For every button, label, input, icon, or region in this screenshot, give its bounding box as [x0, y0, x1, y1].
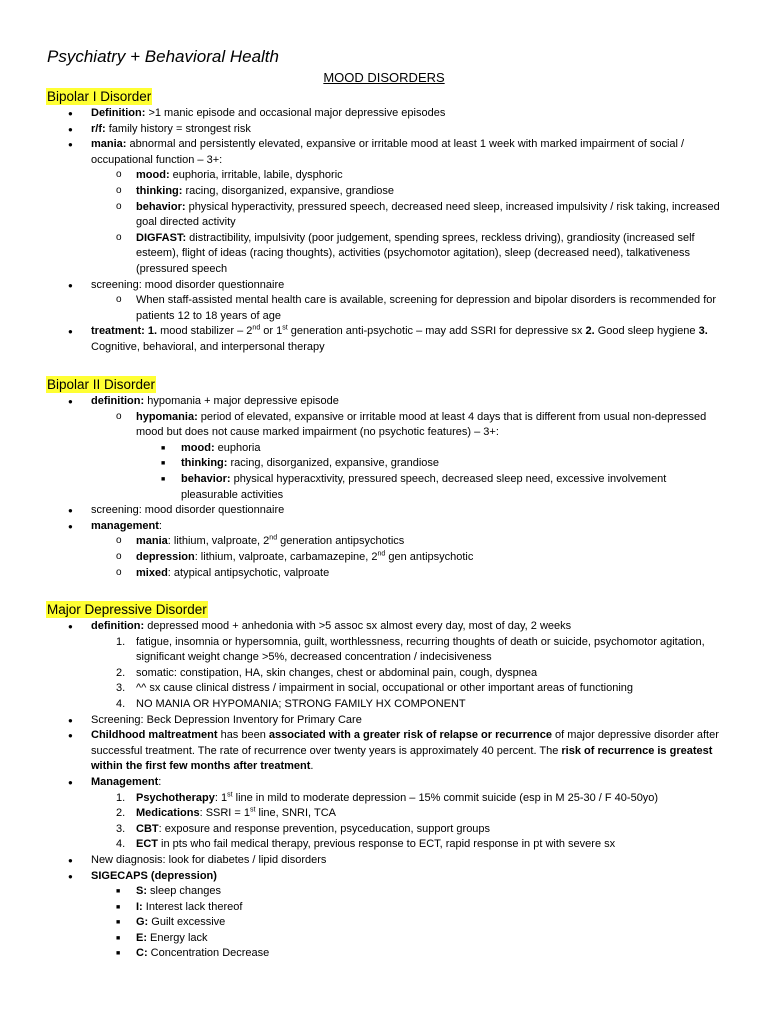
list-item: o mania: lithium, valproate, 2nd generation antipsychotics [91, 534, 726, 550]
list-item: ● New diagnosis: look for diabetes / lipid disorders [46, 853, 726, 869]
list-item: ■ C: Concentration Decrease [91, 946, 726, 962]
list-item: ■ thinking: racing, disorganized, expansive, grandiose [136, 456, 726, 472]
list-item: ● screening: mood disorder questionnaire o When staff-assisted mental health care is available, screening for depression and bipolar disorders is recommended for patients 12 to 18 years of age [46, 278, 726, 325]
section-main-heading: MOOD DISORDERS [323, 70, 445, 85]
list-item: ■ G: Guilt excessive [91, 915, 726, 931]
list-item: o thinking: racing, disorganized, expansive, grandiose [91, 184, 726, 200]
list-item: ■ mood: euphoria [136, 441, 726, 457]
list-item: 1. fatigue, insomnia or hypersomnia, guilt, worthlessness, recurring thoughts of death or suicide, psychomotor agitation, significant weight change >5%, decreased concentration / indecisiveness [116, 635, 705, 664]
mdd-heading: Major Depressive Disorder [47, 602, 207, 617]
list-item: ● Screening: Beck Depression Inventory for Primary Care [46, 713, 726, 729]
list-item: o mixed: atypical antipsychotic, valproate [91, 566, 726, 582]
list-item: o depression: lithium, valproate, carbamazepine, 2nd gen antipsychotic [91, 550, 726, 566]
bipolar-2-heading: Bipolar II Disorder [47, 377, 156, 392]
list-item: o When staff-assisted mental health care is available, screening for depression and bipolar disorders is recommended for patients 12 to 18 years of age [91, 293, 726, 324]
list-item: ● definition: hypomania + major depressive episode o hypomania: period of elevated, expansive or irritable mood at least 4 days that is different from usual non-depressed mood but does not cause marked impairment (no psychotic features) – 3+: ■ mood: euphoria ■ thinking: racing, disorganized, expansive, grandiose ■ behavior: physical hyperacxtivity, pressured speech, decreased sleep need, excessive involvement pleasurable activities [46, 394, 726, 503]
list-item: o mood: euphoria, irritable, labile, dysphoric [91, 168, 726, 184]
list-item: 2. somatic: constipation, HA, skin changes, chest or abdominal pain, cough, dyspnea [116, 666, 538, 679]
list-item: 1. Psychotherapy: 1st line in mild to moderate depression – 15% commit suicide (esp in M 25-30 / F 40-50yo) [116, 790, 659, 804]
mdd-section [46, 601, 726, 962]
list-item: ● definition: depressed mood + anhedonia with >5 assoc sx almost every day, most of day, 2 weeks 1. fatigue, insomnia or hypersomnia, guilt, worthlessness, recurring thoughts of death or suicide, psychomotor agitation, significant weight change >5%, decreased concentration / indecisiveness 2. somatic: constipation, HA, skin changes, chest or abdominal pain, cough, dyspnea 3. ^^ sx cause clinical distress / impairment in social, occupational or other important areas of functioning 4. NO MANIA OR HYPOMANIA; STRONG FAMILY HX COMPONENT [46, 619, 726, 713]
bipolar-2-section [46, 376, 726, 581]
list-item: ● r/f: family history = strongest risk [46, 122, 726, 138]
bipolar-1-heading: Bipolar I Disorder [47, 89, 152, 104]
list-item: o DIGFAST: distractibility, impulsivity (poor judgement, spending sprees, reckless driving), grandiosity (increased self esteem), flight of ideas (racing thoughts), activities (psychomotor agitation), sleep (decreased need), talkativeness (pressured speech [91, 231, 726, 278]
list-item: ● screening: mood disorder questionnaire [46, 503, 726, 519]
list-item: 3. ^^ sx cause clinical distress / impairment in social, occupational or other important areas of functioning [116, 682, 633, 695]
list-item: ● mania: abnormal and persistently elevated, expansive or irritable mood at least 1 week with marked impairment of social / occupational function – 3+: o mood: euphoria, irritable, labile, dysphoric o thinking: racing, disorganized, expansive, grandiose o behavior: physical hyperactivity, pressured speech, decreased need sleep, increased impulsivity / risk taking, increased goal directed activity o DIGFAST: distractibility, impulsivity (poor judgement, spending sprees, reckless driving), grandiosity (increased self esteem), flight of ideas (racing thoughts), activities (psychomotor agitation), sleep (decreased need), talkativeness (pressured speech [46, 137, 726, 277]
list-item: ● Definition: >1 manic episode and occasional major depressive episodes [46, 106, 726, 122]
list-item: ● Childhood maltreatment has been associated with a greater risk of relapse or recurrence of major depressive disorder after successful treatment. The rate of recurrence over twenty years is approximately 40 percent. The risk of recurrence is greatest within the first few months after treatment. [46, 728, 726, 775]
bipolar-1-list [46, 106, 726, 356]
list-item: 2. Medications: SSRI = 1st line, SNRI, TCA [116, 806, 336, 820]
list-item: o hypomania: period of elevated, expansive or irritable mood at least 4 days that is different from usual non-depressed mood but does not cause marked impairment (no psychotic features) – 3+: ■ mood: euphoria ■ thinking: racing, disorganized, expansive, grandiose ■ behavior: physical hyperacxtivity, pressured speech, decreased sleep need, excessive involvement pleasurable activities [91, 410, 726, 504]
list-item: ● Management: 1. Psychotherapy: 1st line in mild to moderate depression – 15% commit suicide (esp in M 25-30 / F 40-50yo) 2. Medications: SSRI = 1st line, SNRI, TCA 3. CBT: exposure and response prevention, psyceducation, support groups 4. ECT in pts who fail medical therapy, previous response to ECT, rapid response in pt with severe sx [46, 775, 726, 853]
list-item: ■ S: sleep changes [91, 884, 726, 900]
list-item: ● SIGECAPS (depression) ■ S: sleep changes ■ I: Interest lack thereof ■ G: Guilt excessive ■ E: Energy lack ■ C: Concentration Decrease [46, 869, 726, 963]
list-item: ■ E: Energy lack [91, 931, 726, 947]
list-item: ■ behavior: physical hyperacxtivity, pressured speech, decreased sleep need, excessive involvement pleasurable activities [136, 472, 726, 503]
list-item: 3. CBT: exposure and response prevention, psyceducation, support groups [116, 822, 491, 835]
document-title: Psychiatry + Behavioral Health [47, 47, 279, 66]
list-item: ● treatment: 1. mood stabilizer – 2nd or 1st generation anti-psychotic – may add SSRI for depressive sx 2. Good sleep hygiene 3. Cognitive, behavioral, and interpersonal therapy [46, 324, 726, 355]
list-item: 4. ECT in pts who fail medical therapy, previous response to ECT, rapid response in pt with severe sx [116, 838, 616, 851]
list-item: ● management: o mania: lithium, valproate, 2nd generation antipsychotics o depression: lithium, valproate, carbamazepine, 2nd gen antipsychotic o mixed: atypical antipsychotic, valproate [46, 519, 726, 581]
list-item: o behavior: physical hyperactivity, pressured speech, decreased need sleep, increased impulsivity / risk taking, increased goal directed activity [91, 200, 726, 231]
bipolar-1-section [46, 88, 726, 356]
list-item: 4. NO MANIA OR HYPOMANIA; STRONG FAMILY HX COMPONENT [116, 697, 466, 710]
list-item: ■ I: Interest lack thereof [91, 900, 726, 916]
